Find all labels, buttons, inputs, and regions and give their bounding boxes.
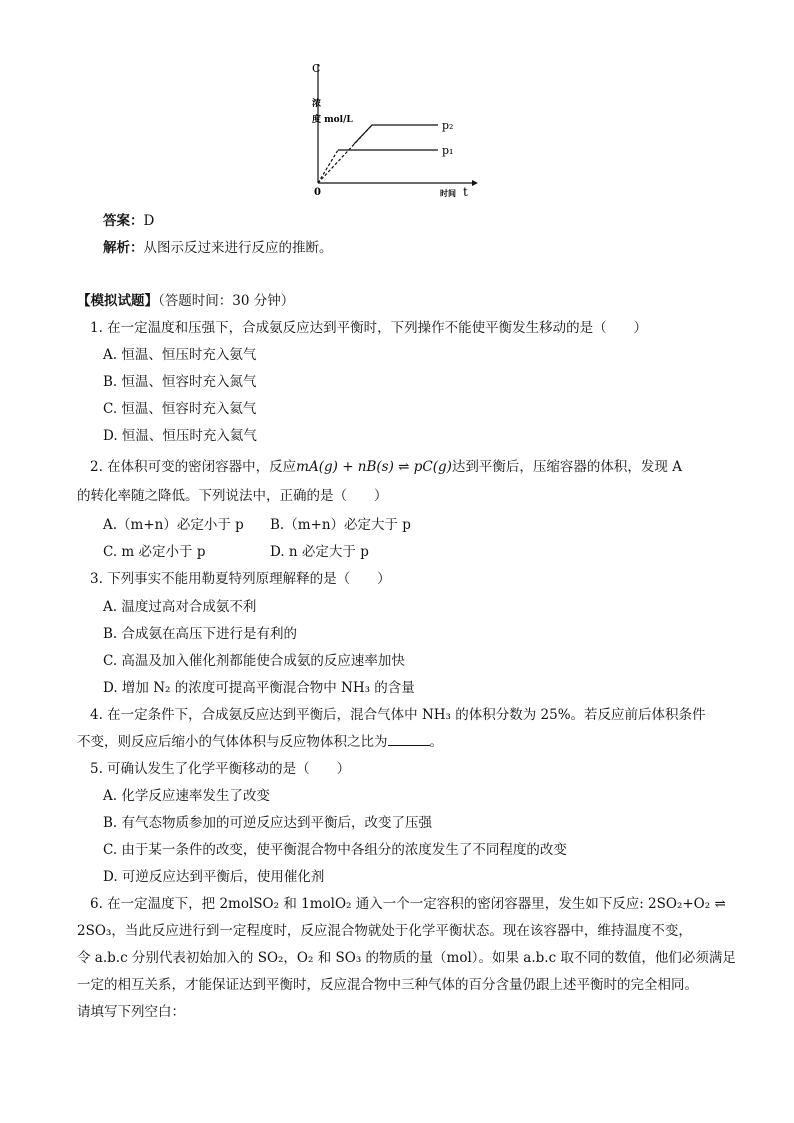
q6-line1: 6. 在一定温度下，把 2molSO₂ 和 1molO₂ 通入一个一定容积的密闭容器里，发生如下反应: 2SO₂+O₂ ⇌	[90, 896, 726, 912]
answer-label: 答案：	[103, 213, 144, 229]
q2-stem-a: 2. 在体积可变的密闭容器中，反应	[90, 459, 297, 475]
y-axis-label-unit: 度 mol/L	[312, 115, 353, 125]
x-axis-label: t	[463, 185, 468, 199]
q3-stem: 3. 下列事实不能用勒夏特列原理解释的是（ ）	[90, 571, 391, 587]
q6-line2: 2SO₃，当此反应进行到一定程度时，反应混合物就处于化学平衡状态。现在该容器中，维持温度不变，	[77, 923, 692, 939]
q5-option-a: A. 化学反应速率发生了改变	[103, 788, 270, 804]
q1-option-d: D. 恒温、恒压时充入氦气	[103, 428, 257, 444]
y-axis-label-mid: 浓	[312, 99, 322, 109]
q2-equation: mA(g) + nB(s) ⇌ pC(g)	[296, 459, 452, 475]
q2-stem-b: 达到平衡后，压缩容器的体积，发现 A	[451, 459, 682, 475]
q1-option-b: B. 恒温、恒容时充入氮气	[103, 374, 257, 390]
x-axis-arrow-icon	[472, 180, 478, 186]
q3-option-a: A. 温度过高对合成氨不利	[103, 599, 257, 615]
answer-value: D	[143, 213, 155, 229]
q5-stem: 5. 可确认发生了化学平衡移动的是（ ）	[90, 761, 351, 777]
q1-option-a: A. 恒温、恒压时充入氨气	[103, 347, 257, 363]
q2-option-b: B.（m+n）必定大于 p	[270, 517, 411, 533]
q4-answer-blank[interactable]	[388, 733, 430, 746]
q4-stem-b: 不变，则反应后缩小的气体体积与反应物体积之比为	[77, 734, 388, 750]
analysis-label: 解析：	[103, 240, 144, 256]
section-header	[77, 289, 294, 309]
q3-option-d: D. 增加 N₂ 的浓度可提高平衡混合物中 NH₃ 的含量	[103, 680, 415, 696]
curve-p1-rise	[318, 150, 338, 183]
q2-option-d: D. n 必定大于 p	[270, 544, 369, 560]
q4-stem-line1: 4. 在一定条件下，合成氨反应达到平衡后，混合气体中 NH₃ 的体积分数为 25%。若反应前后体积条件	[90, 707, 706, 723]
q2-option-c: C. m 必定小于 p	[103, 544, 206, 560]
curve-p1-label: p₁	[442, 144, 454, 157]
analysis-line	[103, 236, 333, 256]
q2-option-a: A.（m+n）必定小于 p	[103, 517, 244, 533]
x-axis-label-cn: 时间	[440, 188, 456, 198]
q5-option-c: C. 由于某一条件的改变，使平衡混合物中各组分的浓度发生了不同程度的改变	[103, 842, 567, 858]
q1-option-c: C. 恒温、恒容时充入氦气	[103, 401, 257, 417]
q5-option-d: D. 可逆反应达到平衡后，使用催化剂	[103, 869, 325, 885]
section-title: 【模拟试题】	[77, 293, 158, 309]
concentration-time-graph	[300, 58, 480, 203]
q2-stem-c: 的转化率随之降低。下列说法中，正确的是（ ）	[77, 488, 388, 504]
q3-option-b: B. 合成氨在高压下进行是有利的	[103, 626, 298, 642]
q4-stem-c: 。	[429, 734, 443, 750]
y-axis-label-top: C	[312, 62, 321, 75]
curve-p2	[354, 125, 438, 144]
section-time: （答题时间：30 分钟）	[158, 293, 295, 309]
q2-stem-line1	[90, 455, 682, 475]
origin-label: 0	[314, 187, 321, 198]
analysis-text: 从图示反过来进行反应的推断。	[143, 240, 333, 256]
q6-line5: 请填写下列空白：	[77, 1004, 185, 1020]
q4-stem-line2	[77, 730, 443, 750]
answer-line	[103, 209, 154, 229]
q6-line4: 一定的相互关系，才能保证达到平衡时，反应混合物中三种气体的百分含量仍跟上述平衡时的完全相同。	[77, 977, 698, 993]
q1-stem: 1. 在一定温度和压强下，合成氨反应达到平衡时，下列操作不能使平衡发生移动的是（ ）	[90, 320, 648, 336]
curve-p2-label: p₂	[442, 119, 454, 132]
q3-option-c: C. 高温及加入催化剂都能使合成氨的反应速率加快	[103, 653, 405, 669]
q6-line3: 令 a.b.c 分别代表初始加入的 SO₂，O₂ 和 SO₃ 的物质的量（mol）。如果 a.b.c 取不同的数值，他们必须满足	[77, 950, 736, 966]
q5-option-b: B. 有气态物质参加的可逆反应达到平衡后，改变了压强	[103, 815, 433, 831]
